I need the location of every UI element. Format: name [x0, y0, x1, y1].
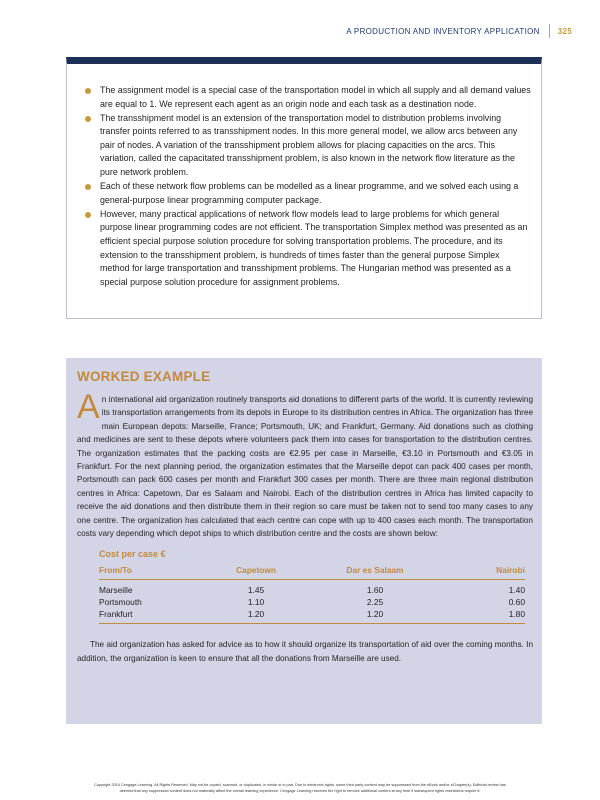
table-cell: 2.25: [366, 597, 384, 608]
table-cell: Marseille: [99, 585, 133, 596]
table-cell: 1.20: [366, 608, 384, 619]
summary-bullet-text: The assignment model is a special case of the transportation model in which all supply and all demand values are equal to 1. We represent each agent as an origin node and each task as a destination node.: [100, 85, 531, 109]
table-cell: 0.60: [508, 597, 525, 608]
table-row: [99, 597, 525, 609]
intro-text: n international aid organization routinely transports aid donations to different parts of the world. It is currently reviewing its transportation arrangements from its depots in Europe to its distribution centres in Africa. The organization has three main European depots: Marseille, France; Portsmouth, UK; and Frankfurt, Germany. Aid donations such as clothing and medicines are sent to these depots where volunteers pack them into cases for transportation to the distribution centres. The organization estimates that the packing costs are €2.95 per case in Marseille, €3.10 in Portsmouth and €3.05 in Frankfurt. For the next planning period, the organization estimates that the Marseille depot can pack 400 cases per month, Portsmouth can pack 600 cases per month and Frankfurt 300 cases per month. There are three main regional distribution centres in Africa: Capetown, Dar es Salaam and Nairobi. Each of the distribution centres in Africa has limited capacity to receive the aid donations and then distribute them in their region so care must be taken not to send too many cases to any one centre. The organization has calculated that each centre can cope with up to 400 cases each month. The transportation costs vary depending which depot ships to which distribution centre and the costs are shown below:: [77, 395, 533, 539]
table-cell: 1.60: [366, 585, 384, 596]
worked-example-box: [66, 358, 542, 724]
table-row: [99, 609, 525, 621]
summary-bullet: [85, 208, 531, 290]
header-cell: Capetown: [235, 565, 276, 576]
header-divider: [549, 24, 550, 38]
summary-bullet-text: However, many practical applications of network flow models lead to large problems for which general purpose linear programming codes are not efficient. The transportation Simplex method was presented as an efficient special purpose solution procedure for solving transportation problems. The procedure, and its extension to the transshipment problem, is hundreds of times faster than the general purpose Simplex method for large transportation and transshipment problems. The Hungarian method was presented as a special purpose solution procedure for assignment problems.: [100, 208, 528, 287]
table-cell: 1.10: [247, 597, 265, 608]
table-cell: Frankfurt: [99, 608, 133, 619]
footer-line: Copyright 2014 Cengage Learning. All Rights Reserved. May not be copied, scanned, or duplicated, in whole or in part. Due to electronic rights, some third party content may be suppressed from the eBook and/or eChapter(s). Editorial review has: [94, 783, 506, 787]
summary-list: [67, 64, 541, 289]
bullet-icon: [85, 212, 91, 218]
worked-example-closing: The aid organization has asked for advice as to how it should organize its transportation of aid over the coming months. In addition, the organization is keen to ensure that all the donations from Marseille are used.: [77, 640, 533, 663]
summary-bullet: [85, 84, 531, 111]
summary-bullet-text: Each of these network flow problems can be modelled as a linear programme, and we solved each using a general-purpose linear programming computer package.: [100, 181, 519, 205]
bullet-icon: [85, 184, 91, 190]
summary-bullet: [85, 180, 531, 207]
table-cell: 1.80: [508, 608, 525, 619]
running-header: [346, 24, 572, 38]
running-title: A PRODUCTION AND INVENTORY APPLICATION: [346, 26, 540, 36]
header-cell: Dar es Salaam: [346, 565, 404, 576]
footer-line: deemed that any suppressed content does not materially affect the overall learning experience. Cengage Learning reserves the right to remove additional content at any time if subsequent rights restrictions require it.: [119, 789, 481, 793]
table-row: [99, 585, 525, 597]
table-cell: 1.20: [247, 608, 265, 619]
cost-table-body: [99, 585, 525, 624]
cost-table-header: [99, 563, 525, 580]
summary-bullet: [85, 112, 531, 180]
table-cell: 1.40: [508, 585, 525, 596]
drop-cap: A: [77, 388, 100, 426]
table-cell: 1.45: [247, 585, 265, 596]
table-cell: Portsmouth: [99, 597, 142, 608]
header-cell: From/To: [99, 565, 132, 576]
worked-example-intro: [77, 388, 533, 540]
summary-box: [66, 57, 542, 319]
copyright-footer: [28, 782, 572, 794]
summary-bullet-text: The transshipment model is an extension of the transportation model to distribution problems involving transfer points referred to as transshipment nodes. In this more general model, we allow arcs between any pair of nodes. A variation of the transshipment problem allows for placing capacities on the arcs. This variation, called the capacitated transshipment problem, is also known in the network flow literature as the pure network problem.: [100, 112, 518, 178]
page-number: 325: [557, 26, 572, 36]
header-cell: Nairobi: [496, 565, 525, 576]
bullet-icon: [85, 116, 91, 122]
cost-table-caption: Cost per case €: [99, 549, 166, 560]
bullet-icon: [85, 88, 91, 94]
cost-table: [99, 549, 525, 624]
worked-example-title: WORKED EXAMPLE: [77, 369, 211, 384]
